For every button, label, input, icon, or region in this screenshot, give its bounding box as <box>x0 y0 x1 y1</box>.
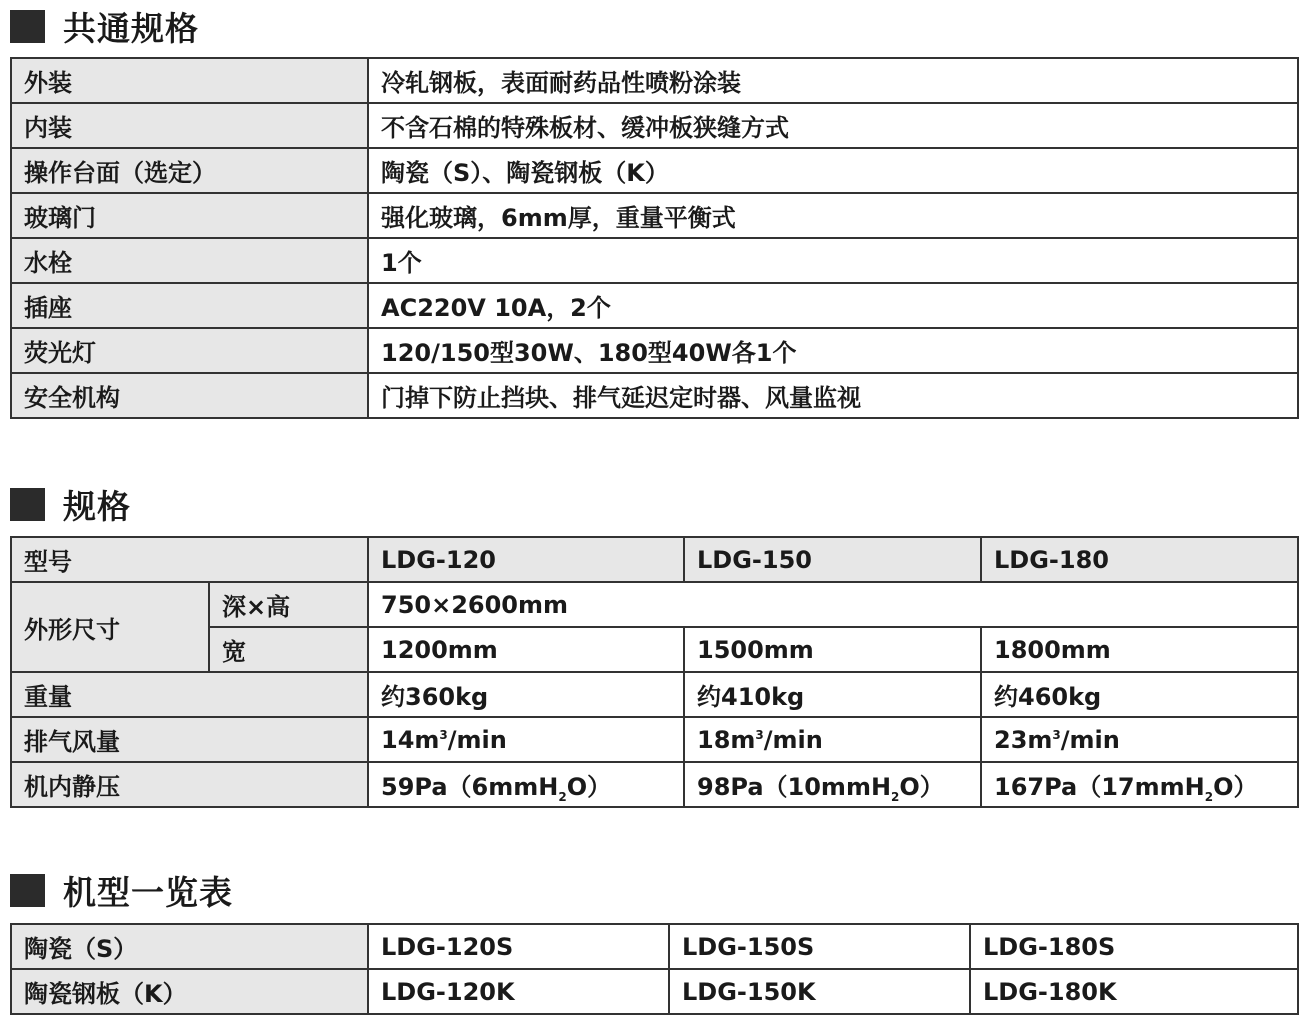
section-title-specs: 规格 <box>63 486 131 526</box>
pressure-pre: 167Pa（17mmH <box>994 773 1205 801</box>
pressure-post: O） <box>899 773 944 801</box>
row-value: 冷轧钢板，表面耐药品性喷粉涂装 <box>368 58 1298 103</box>
section-header-common <box>10 2 199 50</box>
lineup-model: LDG-120K <box>368 969 669 1014</box>
weight-value: 约460kg <box>981 672 1298 717</box>
row-value: 陶瓷（S）、陶瓷钢板（K） <box>368 148 1298 193</box>
lineup-label: 陶瓷（S） <box>11 924 368 969</box>
lineup-table <box>10 923 1299 1015</box>
weight-value: 约410kg <box>684 672 981 717</box>
lineup-model: LDG-150K <box>669 969 970 1014</box>
airflow-number: 18 <box>697 725 731 754</box>
depth-height-label: 深×高 <box>209 582 368 627</box>
table-row <box>11 924 1298 969</box>
table-row <box>11 373 1298 418</box>
pressure-subscript: 2 <box>891 789 900 804</box>
airflow-exponent: 3 <box>1052 727 1061 742</box>
row-label: 外装 <box>11 58 368 103</box>
width-value: 1800mm <box>981 627 1298 672</box>
width-value: 1500mm <box>684 627 981 672</box>
common-spec-table <box>10 57 1299 419</box>
pressure-subscript: 2 <box>558 789 567 804</box>
table-row <box>11 148 1298 193</box>
table-row <box>11 582 1298 627</box>
airflow-tail: /min <box>763 725 823 754</box>
depth-height-value: 750×2600mm <box>368 582 1298 627</box>
table-row <box>11 103 1298 148</box>
section-title-lineup: 机型一览表 <box>63 872 233 912</box>
table-row <box>11 193 1298 238</box>
specs-table <box>10 536 1299 808</box>
row-label: 水栓 <box>11 238 368 283</box>
row-label: 插座 <box>11 283 368 328</box>
pressure-post: O） <box>1213 773 1258 801</box>
row-label: 安全机构 <box>11 373 368 418</box>
row-label: 玻璃门 <box>11 193 368 238</box>
row-value: 1个 <box>368 238 1298 283</box>
width-label: 宽 <box>209 627 368 672</box>
lineup-model: LDG-180S <box>970 924 1298 969</box>
section-header-lineup <box>10 866 233 914</box>
airflow-label: 排气风量 <box>11 717 368 762</box>
row-value: 不含石棉的特殊板材、缓冲板狭缝方式 <box>368 103 1298 148</box>
pressure-value <box>368 762 684 807</box>
model-label: 型号 <box>11 537 368 582</box>
table-row <box>11 537 1298 582</box>
table-row <box>11 762 1298 807</box>
airflow-tail: /min <box>1060 725 1120 754</box>
row-value: 强化玻璃，6mm厚，重量平衡式 <box>368 193 1298 238</box>
table-row <box>11 969 1298 1014</box>
section-header-specs <box>10 480 131 528</box>
pressure-post: O） <box>566 773 612 801</box>
section-title-common: 共通规格 <box>63 8 199 48</box>
airflow-value <box>981 717 1298 762</box>
table-row <box>11 672 1298 717</box>
airflow-exponent: 3 <box>755 727 764 742</box>
airflow-value <box>368 717 684 762</box>
pressure-label: 机内静压 <box>11 762 368 807</box>
square-bullet-icon <box>10 10 45 43</box>
row-value: 120/150型30W、180型40W各1个 <box>368 328 1298 373</box>
pressure-value <box>981 762 1298 807</box>
row-label: 荧光灯 <box>11 328 368 373</box>
pressure-pre: 59Pa（6mmH <box>381 773 559 801</box>
table-row <box>11 58 1298 103</box>
row-label: 操作台面（选定） <box>11 148 368 193</box>
row-value: AC220V 10A，2个 <box>368 283 1298 328</box>
airflow-value <box>684 717 981 762</box>
weight-value: 约360kg <box>368 672 684 717</box>
table-row <box>11 283 1298 328</box>
lineup-label: 陶瓷钢板（K） <box>11 969 368 1014</box>
lineup-model: LDG-150S <box>669 924 970 969</box>
airflow-exponent: 3 <box>439 727 448 742</box>
row-label: 内装 <box>11 103 368 148</box>
square-bullet-icon <box>10 874 45 907</box>
square-bullet-icon <box>10 488 45 521</box>
airflow-number: 23 <box>994 725 1028 754</box>
pressure-pre: 98Pa（10mmH <box>697 773 892 801</box>
table-row <box>11 238 1298 283</box>
airflow-unit: m <box>1027 725 1053 754</box>
pressure-value <box>684 762 981 807</box>
airflow-tail: /min <box>447 725 507 754</box>
airflow-number: 14 <box>381 725 415 754</box>
airflow-unit: m <box>730 725 756 754</box>
lineup-model: LDG-120S <box>368 924 669 969</box>
model-name: LDG-180 <box>981 537 1298 582</box>
weight-label: 重量 <box>11 672 368 717</box>
model-name: LDG-120 <box>368 537 684 582</box>
airflow-unit: m <box>414 725 440 754</box>
row-value: 门掉下防止挡块、排气延迟定时器、风量监视 <box>368 373 1298 418</box>
lineup-model: LDG-180K <box>970 969 1298 1014</box>
table-row <box>11 717 1298 762</box>
width-value: 1200mm <box>368 627 684 672</box>
model-name: LDG-150 <box>684 537 981 582</box>
pressure-subscript: 2 <box>1204 789 1214 804</box>
table-row <box>11 328 1298 373</box>
dimensions-label: 外形尺寸 <box>11 582 209 672</box>
